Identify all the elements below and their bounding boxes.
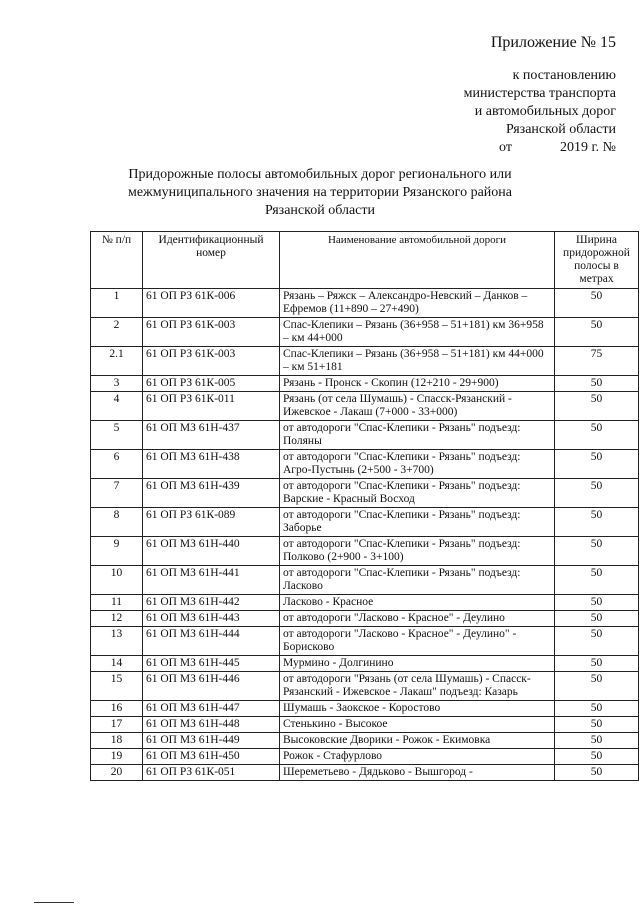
- row-id: 61 ОП МЗ 61Н-447: [143, 701, 280, 717]
- row-name: от автодороги "Ласково - Красное" - Деулино: [280, 611, 555, 627]
- row-name: Стенькино - Высокое: [280, 717, 555, 733]
- row-name: Рожок - Стафурлово: [280, 749, 555, 765]
- row-id: 61 ОП МЗ 61Н-437: [143, 421, 280, 450]
- header-name: Наименование автомобильной дороги: [280, 232, 555, 289]
- table-row: [91, 537, 639, 566]
- row-width: 50: [555, 749, 639, 765]
- footnote-divider: [34, 902, 74, 903]
- row-width: 50: [555, 392, 639, 421]
- row-width: 50: [555, 318, 639, 347]
- decree-line: министерства транспорта: [463, 86, 616, 101]
- table-row: [91, 765, 639, 781]
- row-num: 2: [91, 318, 143, 347]
- row-num: 19: [91, 749, 143, 765]
- row-name: Спас-Клепики – Рязань (36+958 – 51+181) км 36+958 – км 44+000: [280, 318, 555, 347]
- row-num: 13: [91, 627, 143, 656]
- row-id: 61 ОП МЗ 61Н-450: [143, 749, 280, 765]
- row-id: 61 ОП МЗ 61Н-439: [143, 479, 280, 508]
- row-name: Спас-Клепики – Рязань (36+958 – 51+181) км 44+000 – км 51+181: [280, 347, 555, 376]
- table-row: [91, 611, 639, 627]
- row-width: 50: [555, 479, 639, 508]
- row-id: 61 ОП РЗ 61К-051: [143, 765, 280, 781]
- table-row: [91, 450, 639, 479]
- row-width: 50: [555, 611, 639, 627]
- row-width: 50: [555, 595, 639, 611]
- table-row: [91, 733, 639, 749]
- row-width: 50: [555, 765, 639, 781]
- table-row: [91, 749, 639, 765]
- header-id: Идентификационный номер: [143, 232, 280, 289]
- row-num: 9: [91, 537, 143, 566]
- row-width: 50: [555, 421, 639, 450]
- table-row: [91, 392, 639, 421]
- row-width: 50: [555, 508, 639, 537]
- row-id: 61 ОП РЗ 61К-006: [143, 289, 280, 318]
- row-name: от автодороги "Спас-Клепики - Рязань" подъезд: Агро-Пустынь (2+500 - 3+700): [280, 450, 555, 479]
- decree-line: и автомобильных дорог: [474, 104, 616, 119]
- table-row: [91, 479, 639, 508]
- row-num: 6: [91, 450, 143, 479]
- table-row: [91, 347, 639, 376]
- table-row: [91, 566, 639, 595]
- row-num: 14: [91, 656, 143, 672]
- table-row: [91, 627, 639, 656]
- table-body: [91, 289, 639, 781]
- roads-table: [90, 231, 639, 781]
- row-num: 20: [91, 765, 143, 781]
- row-id: 61 ОП МЗ 61Н-446: [143, 672, 280, 701]
- table-row: [91, 289, 639, 318]
- row-id: 61 ОП МЗ 61Н-443: [143, 611, 280, 627]
- row-width: 50: [555, 376, 639, 392]
- row-num: 12: [91, 611, 143, 627]
- row-num: 1: [91, 289, 143, 318]
- row-num: 16: [91, 701, 143, 717]
- row-name: Мурмино - Долгинино: [280, 656, 555, 672]
- header-num: № п/п: [91, 232, 143, 289]
- header-width: Ширина придорожной полосы в метрах: [555, 232, 639, 289]
- row-num: 15: [91, 672, 143, 701]
- row-name: от автодороги "Спас-Клепики - Рязань" подъезд: Ласково: [280, 566, 555, 595]
- row-name: Рязань - Пронск - Скопин (12+210 - 29+900): [280, 376, 555, 392]
- attachment-number: Приложение № 15: [490, 34, 616, 51]
- row-id: 61 ОП МЗ 61Н-442: [143, 595, 280, 611]
- row-num: 3: [91, 376, 143, 392]
- row-id: 61 ОП МЗ 61Н-448: [143, 717, 280, 733]
- row-num: 8: [91, 508, 143, 537]
- row-name: Высоковские Дворики - Рожок - Екимовка: [280, 733, 555, 749]
- date-suffix: 2019 г. №: [559, 140, 616, 155]
- table-row: [91, 376, 639, 392]
- row-num: 4: [91, 392, 143, 421]
- row-width: 50: [555, 701, 639, 717]
- row-id: 61 ОП РЗ 61К-003: [143, 318, 280, 347]
- row-id: 61 ОП РЗ 61К-089: [143, 508, 280, 537]
- row-id: 61 ОП РЗ 61К-005: [143, 376, 280, 392]
- date-prefix: от: [499, 140, 512, 155]
- table-row: [91, 701, 639, 717]
- row-name: от автодороги "Спас-Клепики - Рязань" подъезд: Полково (2+900 - 3+100): [280, 537, 555, 566]
- table-row: [91, 318, 639, 347]
- row-name: от автодороги "Спас-Клепики - Рязань" подъезд: Поляны: [280, 421, 555, 450]
- row-num: 2.1: [91, 347, 143, 376]
- table-row: [91, 508, 639, 537]
- row-id: 61 ОП МЗ 61Н-445: [143, 656, 280, 672]
- row-width: 50: [555, 450, 639, 479]
- decree-line: к постановлению: [512, 68, 616, 83]
- row-name: Ласково - Красное: [280, 595, 555, 611]
- row-width: 50: [555, 717, 639, 733]
- table-header-row: [91, 232, 639, 289]
- table-row: [91, 421, 639, 450]
- row-name: Рязань – Ряжск – Александро-Невский – Данков – Ефремов (11+890 – 27+490): [280, 289, 555, 318]
- row-width: 50: [555, 627, 639, 656]
- row-id: 61 ОП МЗ 61Н-444: [143, 627, 280, 656]
- row-name: Рязань (от села Шумашь) - Спасск-Рязанский - Ижевское - Лакаш (7+000 - 33+000): [280, 392, 555, 421]
- row-num: 17: [91, 717, 143, 733]
- row-id: 61 ОП МЗ 61Н-441: [143, 566, 280, 595]
- row-num: 5: [91, 421, 143, 450]
- row-width: 50: [555, 733, 639, 749]
- row-name: от автодороги "Ласково - Красное" - Деулино" - Борисково: [280, 627, 555, 656]
- row-name: Шумашь - Заокское - Коростово: [280, 701, 555, 717]
- document-title: Придорожные полосы автомобильных дорог регионального или межмуниципального значения на территории Рязанского района Рязанской области: [127, 167, 512, 218]
- row-width: 50: [555, 566, 639, 595]
- decree-dateline: [464, 139, 616, 157]
- table-row: [91, 656, 639, 672]
- row-num: 18: [91, 733, 143, 749]
- row-name: от автодороги "Рязань (от села Шумашь) - Спасск-Рязанский - Ижевское - Лакаш" подъезд: Казарь: [280, 672, 555, 701]
- row-id: 61 ОП РЗ 61К-011: [143, 392, 280, 421]
- row-width: 50: [555, 537, 639, 566]
- row-num: 11: [91, 595, 143, 611]
- row-num: 10: [91, 566, 143, 595]
- row-width: 75: [555, 347, 639, 376]
- row-name: от автодороги "Спас-Клепики - Рязань" подъезд: Заборье: [280, 508, 555, 537]
- table-row: [91, 672, 639, 701]
- row-id: 61 ОП РЗ 61К-003: [143, 347, 280, 376]
- decree-reference: [464, 67, 616, 157]
- row-num: 7: [91, 479, 143, 508]
- row-name: от автодороги "Спас-Клепики - Рязань" подъезд: Варские - Красный Восход: [280, 479, 555, 508]
- row-id: 61 ОП МЗ 61Н-438: [143, 450, 280, 479]
- row-name: Шереметьево - Дядьково - Вышгород -: [280, 765, 555, 781]
- row-id: 61 ОП МЗ 61Н-449: [143, 733, 280, 749]
- row-id: 61 ОП МЗ 61Н-440: [143, 537, 280, 566]
- row-width: 50: [555, 672, 639, 701]
- table-row: [91, 717, 639, 733]
- decree-line: Рязанской области: [505, 122, 616, 137]
- row-width: 50: [555, 289, 639, 318]
- table-row: [91, 595, 639, 611]
- row-width: 50: [555, 656, 639, 672]
